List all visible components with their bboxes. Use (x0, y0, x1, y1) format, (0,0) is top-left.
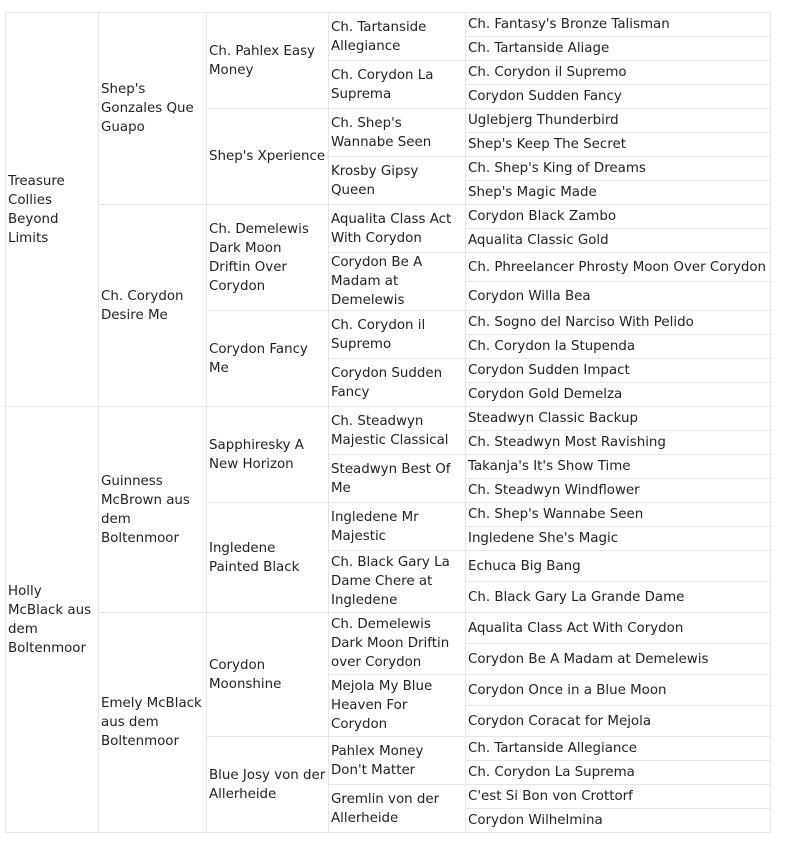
pedigree-cell-g5: Corydon Be A Madam at Demelewis (466, 644, 771, 675)
pedigree-cell-g5: Steadwyn Classic Backup (466, 407, 771, 431)
pedigree-cell-g5: Ch. Tartanside Allegiance (466, 737, 771, 761)
pedigree-cell-g4: Ch. Shep's Wannabe Seen (329, 109, 466, 157)
pedigree-cell-g5: Corydon Coracat for Mejola (466, 706, 771, 737)
pedigree-body (6, 13, 771, 833)
pedigree-cell-g4: Ch. Corydon il Supremo (329, 311, 466, 359)
pedigree-cell-g5: Ch. Fantasy's Bronze Talisman (466, 13, 771, 37)
pedigree-cell-g2: Shep's Gonzales Que Guapo (99, 13, 207, 205)
pedigree-row (6, 407, 771, 431)
pedigree-cell-g4: Ch. Tartanside Allegiance (329, 13, 466, 61)
pedigree-cell-g3: Corydon Moonshine (207, 613, 329, 737)
pedigree-cell-g4: Pahlex Money Don't Matter (329, 737, 466, 785)
pedigree-table (5, 12, 771, 833)
pedigree-cell-g3: Ingledene Painted Black (207, 503, 329, 613)
pedigree-cell-g5: Ch. Steadwyn Windflower (466, 479, 771, 503)
pedigree-cell-g4: Gremlin von der Allerheide (329, 785, 466, 833)
pedigree-cell-g5: Aqualita Class Act With Corydon (466, 613, 771, 644)
pedigree-cell-g5: Ch. Black Gary La Grande Dame (466, 582, 771, 613)
pedigree-cell-g3: Corydon Fancy Me (207, 311, 329, 407)
pedigree-cell-g5: Corydon Sudden Impact (466, 359, 771, 383)
pedigree-cell-g5: Shep's Magic Made (466, 181, 771, 205)
pedigree-cell-g5: Ch. Shep's Wannabe Seen (466, 503, 771, 527)
pedigree-cell-g4: Ch. Demelewis Dark Moon Driftin over Corydon (329, 613, 466, 675)
pedigree-cell-g4: Ingledene Mr Majestic (329, 503, 466, 551)
pedigree-container (5, 12, 771, 833)
pedigree-cell-g3: Blue Josy von der Allerheide (207, 737, 329, 833)
pedigree-cell-g4: Ch. Steadwyn Majestic Classical (329, 407, 466, 455)
pedigree-cell-g4: Corydon Sudden Fancy (329, 359, 466, 407)
pedigree-cell-g5: Corydon Willa Bea (466, 282, 771, 311)
pedigree-cell-g4: Ch. Black Gary La Dame Chere at Ingledene (329, 551, 466, 613)
pedigree-cell-g2: Guinness McBrown aus dem Boltenmoor (99, 407, 207, 613)
pedigree-cell-g4: Mejola My Blue Heaven For Corydon (329, 675, 466, 737)
pedigree-cell-g2: Ch. Corydon Desire Me (99, 205, 207, 407)
pedigree-cell-g4: Corydon Be A Madam at Demelewis (329, 253, 466, 311)
pedigree-row (6, 13, 771, 37)
pedigree-cell-g5: C'est Si Bon von Crottorf (466, 785, 771, 809)
pedigree-row (6, 205, 771, 229)
pedigree-cell-g5: Corydon Sudden Fancy (466, 85, 771, 109)
pedigree-cell-g5: Corydon Wilhelmina (466, 809, 771, 833)
pedigree-cell-g5: Shep's Keep The Secret (466, 133, 771, 157)
pedigree-cell-g5: Ch. Phreelancer Phrosty Moon Over Corydon (466, 253, 771, 282)
pedigree-cell-g4: Aqualita Class Act With Corydon (329, 205, 466, 253)
pedigree-cell-g5: Corydon Gold Demelza (466, 383, 771, 407)
pedigree-cell-g5: Aqualita Classic Gold (466, 229, 771, 253)
pedigree-cell-g2: Emely McBlack aus dem Boltenmoor (99, 613, 207, 833)
pedigree-cell-g1: Holly McBlack aus dem Boltenmoor (6, 407, 99, 833)
pedigree-cell-g3: Sapphiresky A New Horizon (207, 407, 329, 503)
pedigree-cell-g5: Ch. Corydon la Stupenda (466, 335, 771, 359)
pedigree-cell-g5: Ch. Corydon La Suprema (466, 761, 771, 785)
pedigree-cell-g5: Corydon Black Zambo (466, 205, 771, 229)
pedigree-cell-g4: Krosby Gipsy Queen (329, 157, 466, 205)
pedigree-cell-g5: Ch. Steadwyn Most Ravishing (466, 431, 771, 455)
pedigree-cell-g3: Ch. Demelewis Dark Moon Driftin Over Corydon (207, 205, 329, 311)
pedigree-cell-g5: Ch. Tartanside Aliage (466, 37, 771, 61)
pedigree-cell-g5: Takanja's It's Show Time (466, 455, 771, 479)
pedigree-cell-g4: Steadwyn Best Of Me (329, 455, 466, 503)
pedigree-cell-g3: Ch. Pahlex Easy Money (207, 13, 329, 109)
pedigree-cell-g5: Corydon Once in a Blue Moon (466, 675, 771, 706)
pedigree-cell-g1: Treasure Collies Beyond Limits (6, 13, 99, 407)
pedigree-cell-g5: Echuca Big Bang (466, 551, 771, 582)
pedigree-cell-g5: Uglebjerg Thunderbird (466, 109, 771, 133)
pedigree-cell-g3: Shep's Xperience (207, 109, 329, 205)
pedigree-cell-g4: Ch. Corydon La Suprema (329, 61, 466, 109)
pedigree-row (6, 613, 771, 644)
pedigree-cell-g5: Ch. Sogno del Narciso With Pelido (466, 311, 771, 335)
pedigree-cell-g5: Ingledene She's Magic (466, 527, 771, 551)
pedigree-cell-g5: Ch. Corydon il Supremo (466, 61, 771, 85)
pedigree-cell-g5: Ch. Shep's King of Dreams (466, 157, 771, 181)
